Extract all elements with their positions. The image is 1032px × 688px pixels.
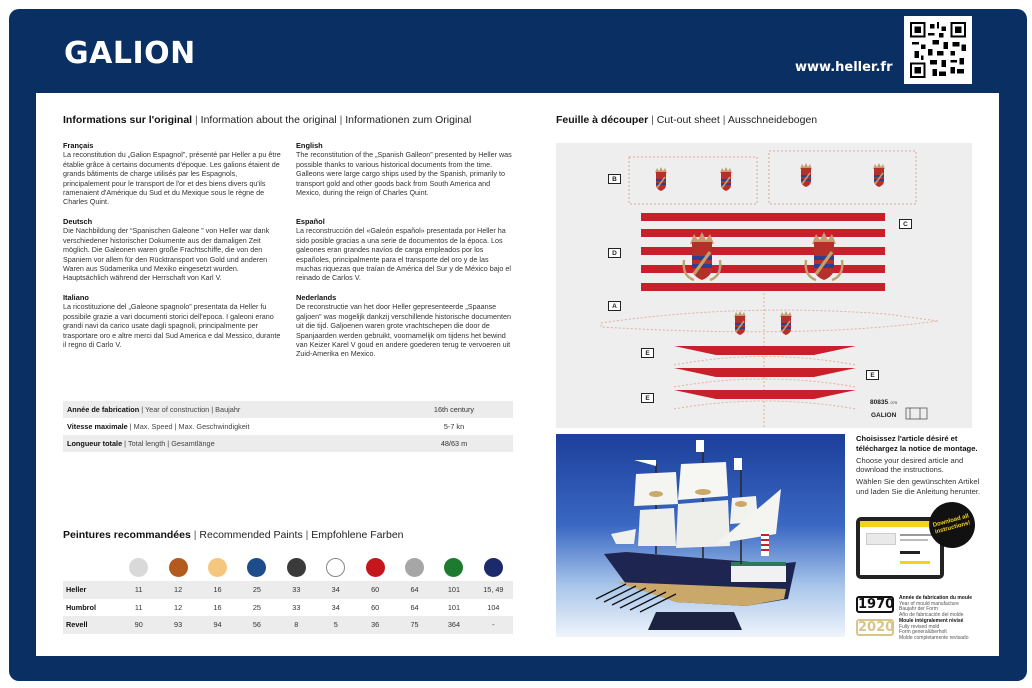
download-text-fr: Choisissez l'article désiré et téléchargez la notice de montage.	[856, 434, 978, 453]
paint-code: 364	[447, 620, 461, 630]
mould-year-badge: 1970	[858, 597, 895, 612]
qr-code-icon[interactable]	[904, 16, 972, 84]
cutout-label-b: B	[608, 174, 621, 184]
download-all-badge[interactable]: Download all instructions!	[924, 497, 980, 553]
paint-swatch-cell	[316, 558, 355, 577]
cutout-ref-number: 80835	[870, 399, 889, 406]
spec-label-translations: | Max. Speed | Max. Geschwindigkeit	[127, 422, 250, 431]
cutout-label-c: C	[899, 219, 912, 229]
paint-swatch-cell	[355, 558, 394, 577]
paint-code: 56	[252, 620, 261, 630]
paint-swatch-cell	[277, 558, 316, 577]
tablet-screen	[860, 521, 940, 575]
mould-year-title: Année de fabrication du moule	[899, 595, 973, 601]
paint-code: 25	[252, 602, 261, 612]
lang-text: Die Nachbildung der “Spanischen Galeone ” von Heller war dank verschiedener historischer Dokumente aus der damaligen Zeit möglich. Die Galeonen waren große Frachtschiffe, die von den Spaniern vor allem für den Rücktransport von Gold und anderen Waren aus Südamerika und Mexiko eingesetzt wurden. Hauptsächlich während der Herrschaft von Karl V.	[63, 226, 270, 283]
paints-title-fr: Peintures recommandées	[63, 529, 191, 541]
paint-code: 101	[447, 585, 461, 595]
paint-swatch-cell	[119, 558, 158, 577]
download-text-en: Choose your desired article and download the instructions.	[856, 455, 964, 475]
lang-text: La ricostituzione del „Galeone spagnolo” presentata da Heller fu possibile grazie a vari documenti storici dell'epoca. I galeoni erano grandi navi da carico usate dagli spagnoli, principalmente per trasportare oro e altre merci dal Sud America e dal Messico, durante il regno di Carlo V.	[63, 302, 281, 350]
cutout-title-fr: Feuille à découper	[556, 114, 649, 126]
paint-code: 94	[213, 620, 222, 630]
paint-code: 16	[213, 602, 222, 612]
cutout-ref-name: GALION	[871, 412, 897, 419]
info-section-title: Informations sur l'original | Information about the original | Informationen zum Original	[63, 114, 472, 126]
paints-section-title: Peintures recommandées | Recommended Paints | Empfohlene Farben	[63, 529, 404, 541]
lang-name: Nederlands	[296, 293, 337, 302]
paint-code: 75	[410, 620, 419, 630]
info-title-fr: Informations sur l'original	[63, 114, 193, 126]
mould-year-line: Year of mould manufacture	[899, 600, 959, 607]
lang-text: The reconstitution of the „Spanish Galleon” presented by Heller was possible thanks to various historical documents from the time. Galleons were large cargo ships used by the Spanish, primarily to transport gold and other goods back from South America and Mexico, during the reign of Charles Quint.	[296, 150, 512, 198]
website-link[interactable]: www.heller.fr	[795, 60, 893, 75]
paint-code: 101	[447, 602, 461, 612]
cutout-sheet-artwork	[556, 143, 972, 428]
paint-code: 8	[294, 620, 299, 630]
paint-swatch	[444, 558, 463, 577]
content-panel	[36, 93, 999, 656]
lang-text: La reconstitution du „Galion Espagnol”, présenté par Heller a pu être établie grâce à certains documents d'époque. Les galions étaient de grands bâtiments de charge utilisés par les Espagnols, principalement pour le transport de l'or et des biens divers qu'ils ramenaient d'Amérique du Sud et du Mexique sous le règne de Charles Quint.	[63, 150, 281, 207]
paint-row-humbrol	[63, 599, 513, 617]
spec-row-speed	[63, 418, 513, 435]
paint-brand: Humbrol	[66, 602, 96, 612]
paint-brand: Heller	[66, 585, 87, 595]
revised-year-title: Moule intégralement révisé	[899, 618, 964, 624]
download-instructions-text	[856, 434, 981, 499]
paint-code: 36	[371, 620, 380, 630]
spec-label: Année de fabrication	[67, 405, 140, 414]
lang-name: English	[296, 141, 323, 150]
paint-code: 12	[174, 585, 183, 595]
paint-swatch	[287, 558, 306, 577]
paint-code: 34	[331, 602, 340, 612]
paint-code: 90	[134, 620, 143, 630]
cutout-label-d: D	[608, 248, 621, 258]
cutout-label-e: E	[641, 348, 654, 358]
paint-code: 34	[331, 585, 340, 595]
lang-block-nl	[296, 293, 514, 359]
paint-code: 33	[292, 585, 301, 595]
cutout-section-title: Feuille à découper | Cut-out sheet | Ausschneidebogen	[556, 114, 818, 126]
page-title: GALION	[64, 36, 196, 71]
paint-code: 93	[174, 620, 183, 630]
revised-year-badge: 2020	[858, 620, 895, 635]
paint-code: 15, 49	[483, 585, 504, 595]
info-title-de: Informationen zum Original	[345, 114, 472, 126]
paint-swatch	[405, 558, 424, 577]
paint-code: 5	[333, 620, 338, 630]
spec-label-translations: | Year of construction | Baujahr	[139, 405, 241, 414]
paints-table	[63, 553, 513, 634]
paint-swatch	[366, 558, 385, 577]
lang-block-it	[63, 293, 281, 349]
spec-value: 16th century	[433, 405, 475, 414]
cutout-label-a: A	[608, 301, 621, 311]
paint-code: 64	[410, 585, 419, 595]
ship-model-photo	[556, 434, 845, 637]
paint-code: 104	[487, 602, 500, 612]
spec-label: Vitesse maximale	[67, 422, 128, 431]
cutout-label-e: E	[641, 393, 654, 403]
mould-year-line: Año de fabricación del molde	[899, 611, 964, 618]
paint-code: 33	[292, 602, 301, 612]
paint-code: 25	[252, 585, 261, 595]
spec-row-length	[63, 435, 513, 452]
lang-block-de	[63, 217, 281, 283]
info-title-en: Information about the original	[200, 114, 337, 126]
paint-code: 11	[134, 585, 143, 595]
revised-year-note	[899, 619, 979, 641]
spec-value: 5-7 kn	[443, 422, 465, 431]
paint-swatch-cell	[158, 558, 197, 577]
spec-row-year	[63, 401, 513, 418]
paint-swatch-cell	[474, 558, 513, 577]
revised-year-line: Fully revised mold	[899, 623, 940, 630]
paint-swatch-cell	[237, 558, 276, 577]
revised-year-line: Form generalüberholt	[899, 629, 947, 636]
paint-swatch	[484, 558, 503, 577]
lang-name: Italiano	[63, 293, 89, 302]
paint-code: -	[492, 620, 495, 630]
paint-swatch-cell	[395, 558, 434, 577]
lang-block-en	[296, 141, 514, 197]
lang-text: La reconstrucción del «Galeón español» presentada por Heller ha sido posible gracias a una serie de documentos de la época. Los galeones eran grandes navíos de carga empleados por los españoles, principalmente para el transporte del oro y de las muchas riquezas que traían de América del Sur y de México bajo el reinado de Carlos V.	[296, 226, 511, 283]
specs-table	[63, 401, 513, 452]
paint-rows	[63, 581, 513, 634]
paint-row-revell	[63, 616, 513, 634]
paint-code: 60	[371, 585, 380, 595]
spec-value: 48/63 m	[440, 439, 468, 448]
lang-name: Español	[296, 217, 325, 226]
paint-swatches	[63, 553, 513, 581]
spec-label-translations: | Total length | Gesamtlänge	[122, 439, 215, 448]
mould-year-note	[899, 596, 979, 618]
lang-block-es	[296, 217, 514, 283]
lang-name: Deutsch	[63, 217, 93, 226]
cutout-title-de: Ausschneidebogen	[727, 114, 818, 126]
paint-swatch-cell	[198, 558, 237, 577]
paint-swatch	[247, 558, 266, 577]
lang-name: Français	[63, 141, 94, 150]
cutout-title-en: Cut-out sheet	[656, 114, 720, 126]
cutout-ref-suffix: - 070	[888, 400, 898, 405]
cutout-sheet	[556, 143, 972, 428]
paint-code: 16	[213, 585, 222, 595]
paint-swatch	[208, 558, 227, 577]
paint-code: 11	[134, 602, 143, 612]
lang-block-fr	[63, 141, 281, 207]
paints-title-en: Recommended Paints	[199, 529, 303, 541]
lang-text: De reconstructie van het door Heller gepresenteerde „Spaanse galjoen” was mogelijk dankzij verschillende historische documenten uit die tijd. Galjoenen waren grote vrachtschepen die door de Spanjaarden werden gebruikt, voornamelijk om tijdens het bewind van Keizer Karel V goud en andere goederen terug te vervoeren uit Zuid-Amerika en Mexico.	[296, 302, 511, 359]
revised-year-line: Molde completamente revisado	[899, 634, 969, 641]
paint-row-heller	[63, 581, 513, 599]
paint-brand: Revell	[66, 620, 88, 630]
paint-code: 64	[410, 602, 419, 612]
paint-swatch	[129, 558, 148, 577]
download-text-de: Wählen Sie den gewünschten Artikel und laden Sie die Anleitung herunter.	[856, 477, 981, 496]
paint-swatch	[169, 558, 188, 577]
paint-code: 12	[174, 602, 183, 612]
paint-code: 60	[371, 602, 380, 612]
cutout-label-e: E	[866, 370, 879, 380]
paints-title-de: Empfohlene Farben	[311, 529, 404, 541]
paint-swatch	[326, 558, 345, 577]
paint-swatch-cell	[434, 558, 473, 577]
spec-label: Longueur totale	[67, 439, 123, 448]
mould-year-line: Baujahr der Form	[899, 606, 938, 613]
cutout-ref	[870, 399, 897, 406]
